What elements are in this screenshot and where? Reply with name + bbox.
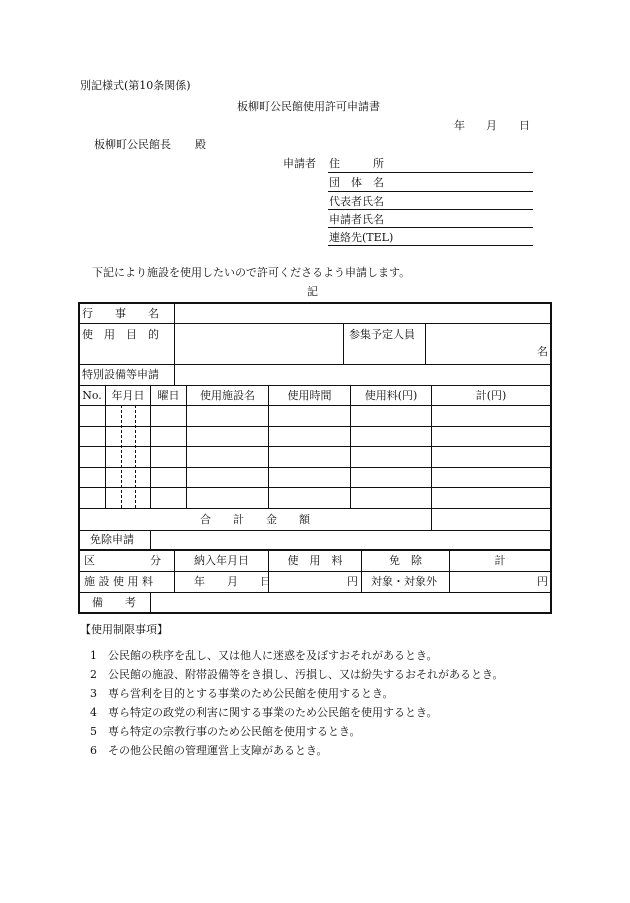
divider bbox=[425, 324, 426, 364]
applicant-label: 申請者 bbox=[283, 157, 316, 170]
restriction-number: 3 bbox=[90, 687, 97, 700]
divider bbox=[150, 592, 151, 613]
divider bbox=[105, 385, 106, 508]
divider bbox=[431, 385, 432, 530]
applicant-address-label: 住 所 bbox=[329, 157, 384, 170]
divider bbox=[79, 571, 551, 572]
exemption-label: 免除申請 bbox=[90, 533, 134, 546]
restriction-text: 公民館の秩序を乱し、又は他人に迷惑を及ぼすおそれがあるとき。 bbox=[108, 649, 438, 662]
divider bbox=[150, 385, 151, 508]
fee-header-total: 計 bbox=[494, 554, 506, 567]
header-time: 使用時間 bbox=[287, 389, 332, 402]
form-style-label: 別記様式(第10条関係) bbox=[80, 79, 191, 92]
target-label: 対象・対象外 bbox=[371, 575, 437, 588]
divider bbox=[79, 508, 551, 509]
restriction-number: 5 bbox=[90, 725, 97, 738]
restrictions-heading: 【使用制限事項】 bbox=[80, 623, 168, 636]
divider bbox=[121, 405, 122, 508]
restriction-text: 公民館の施設、附帯設備等をき損し、汚損し、又は紛失するおそれがあるとき。 bbox=[108, 668, 504, 681]
divider bbox=[174, 303, 175, 385]
divider bbox=[186, 385, 187, 508]
header-no: No. bbox=[82, 389, 102, 402]
divider bbox=[150, 530, 151, 550]
restriction-number: 1 bbox=[90, 649, 97, 662]
header-date: 年月日 bbox=[111, 389, 145, 402]
restriction-number: 2 bbox=[90, 668, 97, 681]
persons-unit: 名 bbox=[537, 345, 548, 358]
applicant-name-label: 申請者氏名 bbox=[329, 213, 384, 226]
divider bbox=[268, 385, 269, 508]
fee-header-exemption: 免 除 bbox=[389, 554, 422, 567]
applicant-contact-label: 連絡先(TEL) bbox=[329, 231, 394, 244]
divider bbox=[79, 364, 551, 365]
divider bbox=[79, 323, 551, 324]
remarks-label: 備 考 bbox=[92, 596, 136, 609]
applicant-contact-line bbox=[328, 245, 533, 246]
date-day-label: 日 bbox=[519, 119, 530, 132]
header-facility: 使用施設名 bbox=[200, 389, 255, 402]
restriction-number: 6 bbox=[90, 744, 97, 757]
header-weekday: 曜日 bbox=[157, 389, 180, 402]
purpose-label: 使 用 目 的 bbox=[82, 328, 159, 341]
restriction-text: その他公民館の管理運営上支障があるとき。 bbox=[108, 744, 328, 757]
total-yen: 円 bbox=[537, 575, 548, 588]
restriction-text: 専ら特定の政党の利害に関する事業のため公民館を使用するとき。 bbox=[108, 706, 438, 719]
facility-fee-label: 施 設 使 用 料 bbox=[84, 575, 153, 588]
ki-label: 記 bbox=[307, 285, 318, 298]
expected-attendance-label: 参集予定人員 bbox=[349, 328, 415, 341]
restriction-text: 専ら特定の宗教行事のため公民館を使用するとき。 bbox=[108, 725, 361, 738]
divider bbox=[135, 405, 136, 508]
date-month-label: 月 bbox=[486, 119, 497, 132]
divider bbox=[343, 324, 344, 364]
restriction-number: 4 bbox=[90, 706, 97, 719]
request-text: 下記により施設を使用したいので許可くださるよう申請します。 bbox=[92, 266, 411, 279]
applicant-representative-label: 代表者氏名 bbox=[329, 195, 384, 208]
special-equipment-label: 特別設備等申請 bbox=[82, 368, 159, 381]
usage-fee-yen: 円 bbox=[347, 575, 358, 588]
applicant-group-label: 団 体 名 bbox=[329, 176, 384, 189]
honorific: 殿 bbox=[195, 138, 206, 151]
event-name-label: 行 事 名 bbox=[82, 307, 159, 320]
facility-fee-date: 年 月 日 bbox=[194, 575, 271, 588]
header-fee: 使用料(円) bbox=[364, 389, 418, 402]
addressee: 板柳町公民館長 bbox=[94, 138, 171, 151]
applicant-group-line bbox=[328, 191, 533, 192]
total-amount-label: 合 計 金 額 bbox=[200, 513, 310, 526]
applicant-representative-line bbox=[328, 209, 533, 210]
fee-header-category: 区 分 bbox=[84, 554, 161, 567]
date-year-label: 年 bbox=[454, 119, 465, 132]
divider bbox=[350, 385, 351, 508]
fee-header-usage-fee: 使 用 料 bbox=[287, 554, 343, 567]
fee-header-paid-date: 納入年月日 bbox=[194, 554, 249, 567]
restriction-text: 専ら営利を目的とする事業のため公民館を使用するとき。 bbox=[108, 687, 394, 700]
header-subtotal: 計(円) bbox=[475, 389, 507, 402]
applicant-name-line bbox=[328, 227, 533, 228]
form-title: 板柳町公民館使用許可申請書 bbox=[237, 100, 380, 113]
applicant-address-line bbox=[328, 172, 533, 173]
